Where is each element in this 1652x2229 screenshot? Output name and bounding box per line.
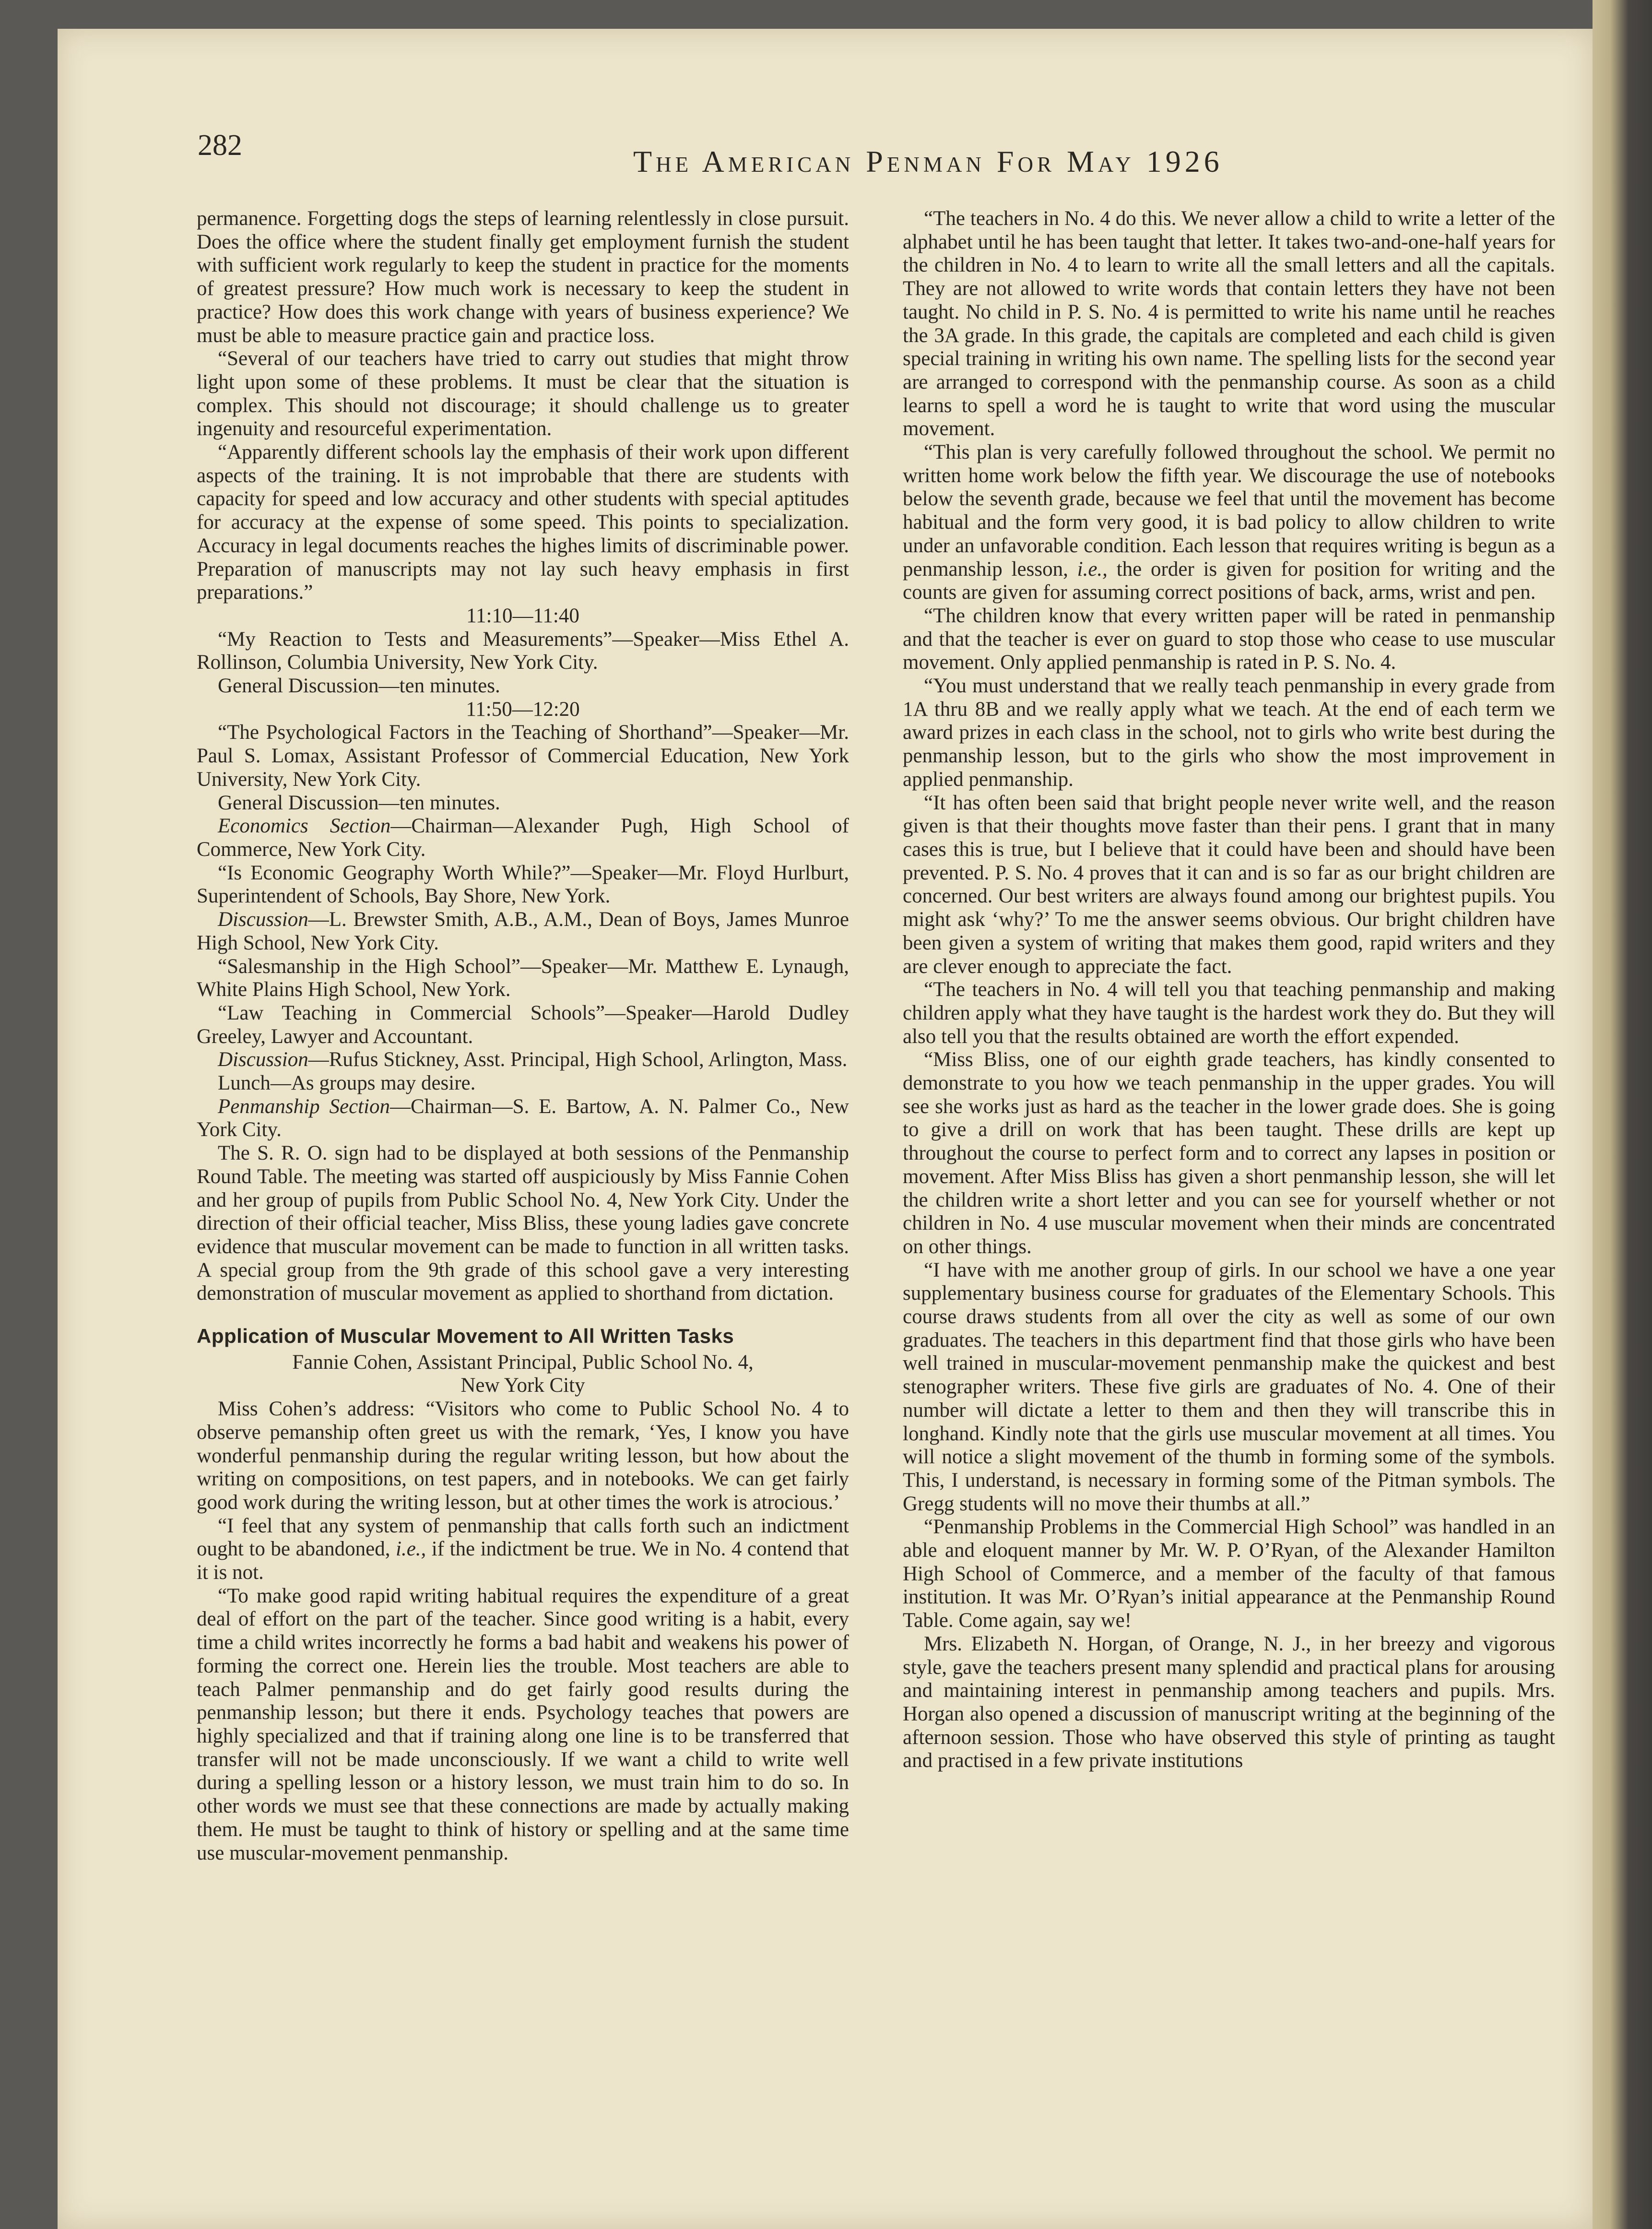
byline: New York City bbox=[460, 1374, 585, 1397]
time-slot: 11:50—12:20 bbox=[466, 698, 580, 721]
paragraph: “Salesmanship in the High School”—Speaker—Mr. Matthew E. Lynaugh, White Plains High School, New York. bbox=[197, 955, 849, 1001]
paragraph: Lunch—As groups may desire. bbox=[218, 1072, 476, 1095]
paragraph: “I have with me another group of girls. In our school we have a one year supplementary business course for graduates of the Elementary Schools. This course draws students from all over the city as well as some of our own graduates. The teachers in this department find that those girls who have been well trained in muscular-movement penmanship make the quickest and best stenographer writers. These five girls are graduates of No. 4. One of their number will dictate a letter to them and then they will transcribe this in longhand. Kindly note that the girls use muscular movement at all times. You will notice a slight movement of the thumb in forming some of the symbols. This, I understand, is necessary in forming some of the Pitman symbols. The Gregg students will no move their thumbs at all.” bbox=[903, 1258, 1555, 1515]
paragraph: “The children know that every written paper will be rated in penmanship and that the teacher is ever on guard to stop those who cease to use muscular movement. Only applied penmanship is rated in P. S. No. 4. bbox=[903, 604, 1555, 674]
paragraph: Discussion—L. Brewster Smith, A.B., A.M., Dean of Boys, James Munroe High School, New York City. bbox=[197, 908, 849, 954]
right-column bbox=[903, 207, 1555, 1773]
page-edge bbox=[1593, 0, 1652, 2229]
paragraph: “You must understand that we really teach penmanship in every grade from 1A thru 8B and we really apply what we teach. At the end of each term we award prizes in each class in the school, not to girls who write best during the penmanship lesson, but to the girls who show the most improvement in applied penmanship. bbox=[903, 675, 1555, 791]
page-number: 282 bbox=[198, 129, 242, 162]
running-head: The American Penman For May 1926 bbox=[633, 144, 1223, 178]
paragraph: “Law Teaching in Commercial Schools”—Speaker—Harold Dudley Greeley, Lawyer and Accountant. bbox=[197, 1001, 849, 1048]
paragraph: General Discussion—ten minutes. bbox=[218, 675, 500, 698]
byline: Fannie Cohen, Assistant Principal, Public School No. 4, bbox=[292, 1351, 754, 1374]
paragraph: “My Reaction to Tests and Measurements”—Speaker—Miss Ethel A. Rollinson, Columbia University, New York City. bbox=[197, 628, 849, 674]
left-column bbox=[197, 207, 849, 1865]
paragraph: Discussion—Rufus Stickney, Asst. Principal, High School, Arlington, Mass. bbox=[218, 1048, 848, 1071]
paragraph: Economics Section—Chairman—Alexander Pugh, High School of Commerce, New York City. bbox=[197, 815, 849, 861]
paragraph: “To make good rapid writing habitual requires the expenditure of a great deal of effort on the part of the teacher. Since good writing is a habit, every time a child writes incorrectly he forms a bad habit and weakens his power of forming the correct one. Herein lies the trouble. Most teachers are able to teach Palmer penmanship and do get fairly good results during the penmanship lesson; but there it ends. Psychology teaches that powers are highly specialized and that if training along one line is to be transferred that transfer will not be made unconsciously. If we want a child to write well during a spelling lesson or a history lesson, we must train him to do so. In other words we must see that these connections are made by actually making them. He must be taught to think of history or spelling and at the same time use muscular-movement penmanship. bbox=[197, 1584, 849, 1864]
paragraph: Miss Cohen’s address: “Visitors who come to Public School No. 4 to observe pemanship often greet us with the remark, ‘Yes, I know you have wonderful penmanship during the regular writing lesson, but how about the writing on compositions, on test papers, and in notebooks. We can get fairly good work during the writing lesson, but at other times the work is atrocious.’ bbox=[197, 1398, 849, 1514]
paragraph: “The Psychological Factors in the Teaching of Shorthand”—Speaker—Mr. Paul S. Lomax, Assistant Professor of Commercial Education, New York University, New York City. bbox=[197, 721, 849, 791]
section-title: Economics Section bbox=[218, 815, 391, 838]
paragraph: “Is Economic Geography Worth While?”—Speaker—Mr. Floyd Hurlburt, Superintendent of Schools, Bay Shore, New York. bbox=[197, 861, 849, 908]
time-slot: 11:10—11:40 bbox=[466, 604, 579, 627]
paragraph: “Penmanship Problems in the Commercial High School” was handled in an able and eloquent manner by Mr. W. P. O’Ryan, of the Alexander Hamilton High School of Commerce, and a member of the faculty of that famous institution. It was Mr. O’Ryan’s initial appearance at the Penmanship Round Table. Come again, say we! bbox=[903, 1516, 1555, 1632]
section-title: Penmanship Section bbox=[218, 1095, 390, 1118]
paragraph: Mrs. Elizabeth N. Horgan, of Orange, N. J., in her breezy and vigorous style, gave the teachers present many splendid and practical plans for arousing and maintaining interest in penmanship among teachers and pupils. Mrs. Horgan also opened a discussion of manuscript writing at the beginning of the afternoon session. Those who have observed this style of printing as taught and practised in a few private institutions bbox=[903, 1632, 1555, 1772]
paragraph: “Miss Bliss, one of our eighth grade teachers, has kindly consented to demonstrate to you how we teach penmanship in the upper grades. You will see she works just as hard as the teacher in the lower grade does. She is going to give a drill on work that has been taught. These drills are kept up throughout the course to perfect form and to correct any lapses in position or movement. After Miss Bliss has given a short penmanship lesson, she will let the children write a short letter and you can see for yourself whether or not children in No. 4 use muscular movement when their minds are concentrated on other things. bbox=[903, 1048, 1555, 1258]
paragraph: “The teachers in No. 4 will tell you that teaching penmanship and making children apply what they have taught is the hardest work they do. But they will also tell you that the results obtained are worth the effort expended. bbox=[903, 978, 1555, 1048]
paragraph: “The teachers in No. 4 do this. We never allow a child to write a letter of the alphabet until he has been taught that letter. It takes two-and-one-half years for the children in No. 4 to learn to write all the small letters and all the capitals. They are not allowed to write words that contain letters they have not been taught. No child in P. S. No. 4 is permitted to write his name until he reaches the 3A grade. In this grade, the capitals are completed and each child is given special training in writing his own name. The spelling lists for the second year are arranged to correspond with the penmanship course. As soon as a child learns to spell a word he is taught to write that word using the muscular movement. bbox=[903, 207, 1555, 440]
magazine-page bbox=[58, 29, 1593, 2229]
article-heading: Application of Muscular Movement to All Written Tasks bbox=[197, 1325, 734, 1348]
paragraph: “Several of our teachers have tried to carry out studies that might throw light upon some of these problems. It must be clear that the situation is complex. This should not discourage; it should challenge us to greater ingenuity and resourceful experimentation. bbox=[197, 347, 849, 440]
paragraph: The S. R. O. sign had to be displayed at both sessions of the Penmanship Round Table. The meeting was started off auspiciously by Miss Fannie Cohen and her group of pupils from Public School No. 4, New York City. Under the direction of their official teacher, Miss Bliss, these young ladies gave concrete evidence that muscular movement can be made to function in all written tasks. A special group from the 9th grade of this school gave a very interesting demonstration of muscular movement as applied to shorthand from dictation. bbox=[197, 1142, 849, 1305]
paragraph: “It has often been said that bright people never write well, and the reason given is that their thoughts move faster than their pens. I grant that in many cases this is true, but I believe that it could have been and should have been prevented. P. S. No. 4 proves that it can and is so far as our bright children are concerned. Our best writers are always found among our brightest pupils. You might ask ‘why?’ To me the answer seems obvious. Our bright children have been given a system of writing that makes them good, rapid writers and they are clever enough to appreciate the fact. bbox=[903, 791, 1555, 978]
paragraph: permanence. Forgetting dogs the steps of learning relentlessly in close pursuit. Does the office where the student finally get employment furnish the student with sufficient work regularly to keep the student in practice for the moments of greatest pressure? How much work is necessary to keep the student in practice? How does this work change with years of business experience? We must be able to measure practice gain and practice loss. bbox=[197, 207, 849, 347]
paragraph: “Apparently different schools lay the emphasis of their work upon different aspects of the training. It is not improbable that there are students with capacity for speed and low accuracy and other students with special aptitudes for accuracy at the expense of some speed. This points to specialization. Accuracy in legal documents reaches the highes limits of discriminable power. Preparation of manuscripts may not lay such heavy emphasis in first preparations.” bbox=[197, 441, 849, 604]
paragraph: Penmanship Section—Chairman—S. E. Bartow, A. N. Palmer Co., New York City. bbox=[197, 1095, 849, 1141]
paragraph: General Discussion—ten minutes. bbox=[218, 791, 500, 814]
paragraph: “I feel that any system of penmanship that calls forth such an indictment ought to be abandoned, i.e., if the indictment be true. We in No. 4 contend that it is not. bbox=[197, 1514, 849, 1584]
paragraph: “This plan is very carefully followed throughout the school. We permit no written home work below the fifth year. We discourage the use of notebooks below the seventh grade, because we feel that until the movement has become habitual and the form very good, it is bad policy to allow children to write under an unfavorable condition. Each lesson that requires writing is begun as a penmanship lesson, i.e., the order is given for position for writing and the counts are given for assuming correct positions of back, arms, wrist and pen. bbox=[903, 441, 1555, 604]
